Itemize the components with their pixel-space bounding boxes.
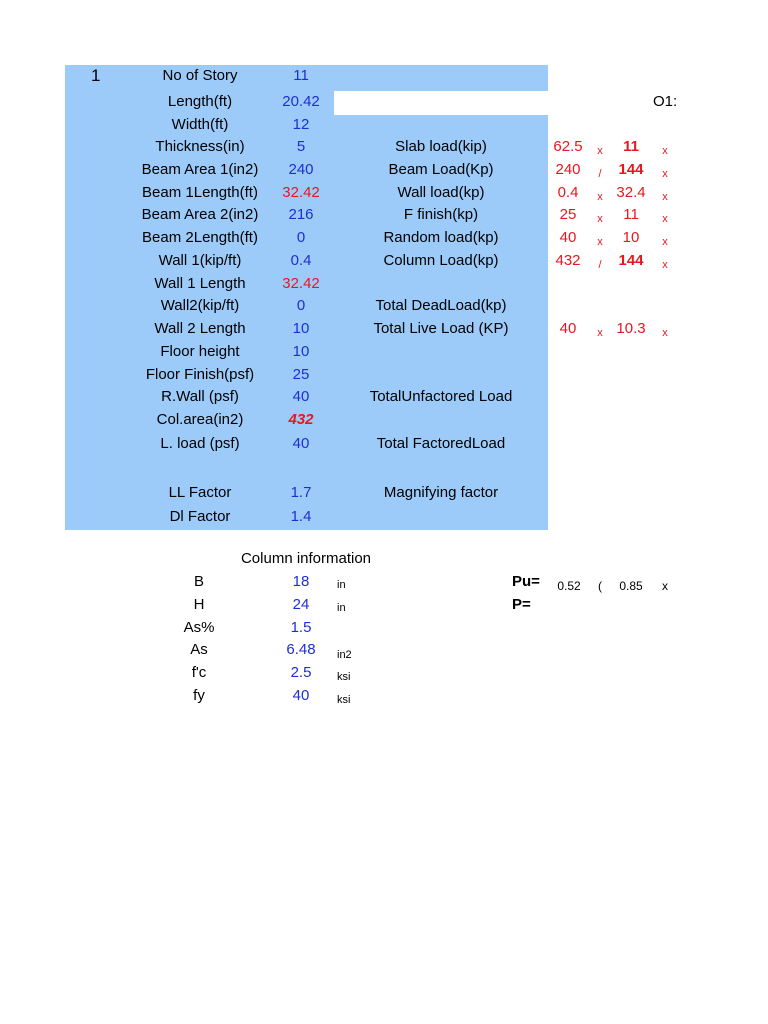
calc-op2: x [662,191,668,203]
label-column-load: Column Load(kp) [383,252,499,269]
label-wall-1: Wall 1(kip/ft) [158,252,242,269]
value-wall-1[interactable]: 0.4 [290,252,312,269]
column-info-value[interactable]: 24 [292,596,310,613]
calc-op2: x [662,327,668,339]
label-ll-factor: LL Factor [168,484,232,501]
column-info-unit: ksi [337,694,351,706]
calc-a[interactable]: 25 [559,206,577,223]
column-info-label: B [193,573,205,590]
calc-b[interactable]: 144 [618,161,644,178]
label-wall-2: Wall2(kip/ft) [160,297,240,314]
calc-op2: x [662,145,668,157]
label-thickness: Thickness(in) [155,138,245,155]
label-r-wall: R.Wall (psf) [161,388,239,405]
column-edge-label: O1: [653,93,678,110]
calc-a[interactable]: 0.4 [557,184,579,201]
value-wall-2[interactable]: 0 [296,297,306,314]
calc-b[interactable]: 10 [622,229,640,246]
label-floor-finish: Floor Finish(psf) [145,366,255,383]
calc-op1: / [598,168,602,180]
calc-a[interactable]: 40 [559,320,577,337]
label-wall-1-length: Wall 1 Length [154,275,246,292]
calc-b[interactable]: 11 [623,206,639,223]
value-length[interactable]: 20.42 [282,93,320,110]
calc-a[interactable]: 40 [559,229,577,246]
column-info-value[interactable]: 1.5 [290,619,312,636]
value-ll-factor[interactable]: 1.7 [290,484,312,501]
value-no-of-story[interactable]: 11 [293,67,309,84]
column-info-unit: ksi [337,671,351,683]
value-beam-1-length[interactable]: 32.42 [282,184,320,201]
calc-b[interactable]: 144 [618,252,644,269]
column-info-value[interactable]: 40 [292,687,310,704]
value-width[interactable]: 12 [292,116,310,133]
label-beam-area-1: Beam Area 1(in2) [141,161,259,178]
column-info-label: fy [193,687,205,704]
column-info-value[interactable]: 6.48 [286,641,316,658]
column-info-unit: in [337,579,346,591]
p-label: P= [512,596,531,613]
label-slab-load: Slab load(kip) [395,138,487,155]
label-dl-factor: Dl Factor [169,508,231,525]
value-wall-1-length[interactable]: 32.42 [282,275,320,292]
calc-b[interactable]: 10.3 [616,320,646,337]
value-col-area[interactable]: 432 [288,411,314,428]
calc-op2: x [662,168,668,180]
calc-a[interactable]: 62.5 [553,138,583,155]
label-beam-2-length: Beam 2Length(ft) [142,229,258,246]
value-r-wall[interactable]: 40 [292,388,310,405]
calc-b[interactable]: 32.4 [616,184,646,201]
label-wall-load: Wall load(kp) [397,184,485,201]
calc-op2: x [662,213,668,225]
column-info-value[interactable]: 2.5 [290,664,312,681]
label-width: Width(ft) [171,116,229,133]
value-beam-area-2[interactable]: 216 [288,206,314,223]
calc-op1: x [597,213,603,225]
column-info-label: f'c [191,664,207,681]
calc-op1: x [597,145,603,157]
label-beam-load: Beam Load(Kp) [388,161,494,178]
calc-op1: x [597,191,603,203]
label-magnifying-factor: Magnifying factor [383,484,499,501]
value-beam-area-1[interactable]: 240 [288,161,314,178]
label-beam-area-2: Beam Area 2(in2) [141,206,259,223]
calc-op1: x [597,327,603,339]
value-wall-2-length[interactable]: 10 [292,320,310,337]
sheet-index: 1 [91,66,101,85]
column-info-unit: in [337,602,346,614]
column-info-value[interactable]: 18 [292,573,310,590]
calc-op1: / [598,259,602,271]
value-floor-height[interactable]: 10 [292,343,310,360]
calc-a[interactable]: 432 [555,252,581,269]
calc-op2: x [662,259,668,271]
label-length: Length(ft) [167,93,233,110]
pu-formula-op: x [662,579,668,593]
calc-op2: x [662,236,668,248]
pu-formula-term[interactable]: 0.52 [557,579,581,593]
label-wall-2-length: Wall 2 Length [154,320,246,337]
label-total-dead-load: Total DeadLoad(kp) [375,297,507,314]
value-floor-finish[interactable]: 25 [292,366,310,383]
label-l-load: L. load (psf) [160,435,240,452]
column-info-label: As [190,641,208,658]
column-info-label: H [193,596,205,613]
pu-formula-term[interactable]: 0.85 [619,579,643,593]
label-no-of-story: No of Story [162,67,238,84]
blank-cell-bar [334,91,548,115]
pu-label: Pu= [512,573,540,590]
pu-formula-paren: ( [598,579,602,593]
value-l-load[interactable]: 40 [292,435,310,452]
label-f-finish: F finish(kp) [403,206,479,223]
calc-b[interactable]: 11 [623,138,639,155]
label-total-unfactored-load: TotalUnfactored Load [369,388,513,405]
label-total-factored-load: Total FactoredLoad [376,435,506,452]
column-info-label: As% [183,619,215,636]
value-thickness[interactable]: 5 [296,138,306,155]
value-beam-2-length[interactable]: 0 [296,229,306,246]
label-col-area: Col.area(in2) [156,411,244,428]
label-floor-height: Floor height [160,343,240,360]
calc-op1: x [597,236,603,248]
column-info-title: Column information [240,550,372,567]
column-info-unit: in2 [337,649,352,661]
calc-a[interactable]: 240 [555,161,581,178]
label-random-load: Random load(kp) [383,229,499,246]
value-dl-factor[interactable]: 1.4 [290,508,312,525]
label-beam-1-length: Beam 1Length(ft) [142,184,258,201]
label-total-live-load: Total Live Load (KP) [373,320,509,337]
